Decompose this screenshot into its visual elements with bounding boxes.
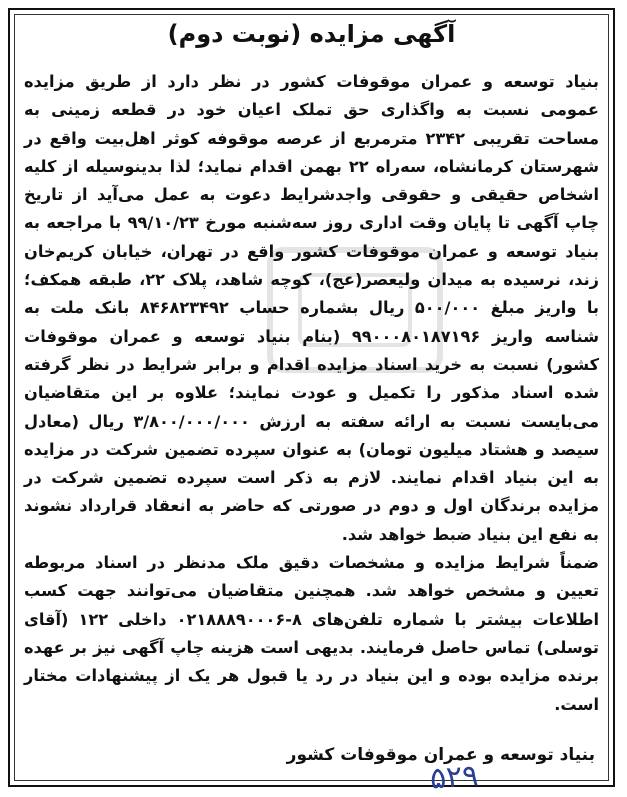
handwritten-number: ۵۲۹ — [428, 758, 480, 797]
ad-frame — [8, 8, 615, 797]
ad-title: آگهی مزایده (نوبت دوم) — [167, 20, 456, 48]
ad-paragraph-main: بنیاد توسعه و عمران موقوفات کشور در نظر دارد از طریق مزایده عمومی نسبت به واگذاری حق تملک اعیان خود در قطعه زمینی به مساحت تقریبی ۲۳۴۲ مترمربع از عرصه موقوفه کوثر اهل‌بیت واقع در شهرستان کرمانشاه، سه‌راه ۲۲ بهمن اقدام نماید؛ لذا بدینوسیله از کلیه اشخاص حقیقی و حقوقی واجدشرایط دعوت به عمل می‌آید از تاریخ چاپ آگهی تا پایان وقت اداری روز سه‌شنبه مورخ ۹۹/۱۰/۲۳ با مراجعه به بنیاد توسعه و عمران موقوفات کشور واقع در تهران، خیابان کریم‌خان زند، نرسیده به میدان ولیعصر(عج)، کوچه شاهد، پلاک ۲۲، طبقه همکف؛ با واریز مبلغ ۵۰۰/۰۰۰ ریال بشماره حساب ۸۴۶۸۲۳۴۹۲ بانک ملت به شناسه واریز ۹۹۰۰۰۸۰۱۸۷۱۹۶ (بنام بنیاد توسعه و عمران موقوفات کشور) نسبت به خرید اسناد مزایده اقدام و برابر شرایط در نظر گرفته شده اسناد مذکور را تکمیل و عودت نمایند؛ علاوه بر این متقاضیان می‌بایست نسبت به ارائه سفته به ارزش ۳/۸۰۰/۰۰۰/۰۰۰ ریال (معادل سیصد و هشتاد میلیون تومان) به عنوان سپرده تضمین شرکت در مزایده به این بنیاد اقدام نمایند. لازم به ذکر است سپرده تضمین شرکت در مزایده برندگان اول و دوم در صورتی که حاضر به انعقاد قرارداد نشوند به نفع این بنیاد ضبط خواهد شد. — [24, 72, 600, 544]
ad-signature: بنیاد توسعه و عمران موقوفات کشور — [286, 745, 595, 765]
ad-paragraph-contact: ضمناً شرایط مزایده و مشخصات دقیق ملک مدنظر در اسناد مربوطه تعیین و مشخص خواهد شد. همچنین متقاضیان می‌توانند جهت کسب اطلاعات بیشتر با شماره تلفن‌های ۸-۰۲۱۸۸۸۹۰۰۰۶ داخلی ۱۲۲ (آقای توسلی) تماس حاصل فرمایند. بدیهی است هزینه چاپ آگهی نیز بر عهده برنده مزایده بوده و این بنیاد در رد یا قبول هر یک از پیشنهادات مختار است. — [24, 553, 599, 714]
ad-body — [24, 68, 599, 719]
